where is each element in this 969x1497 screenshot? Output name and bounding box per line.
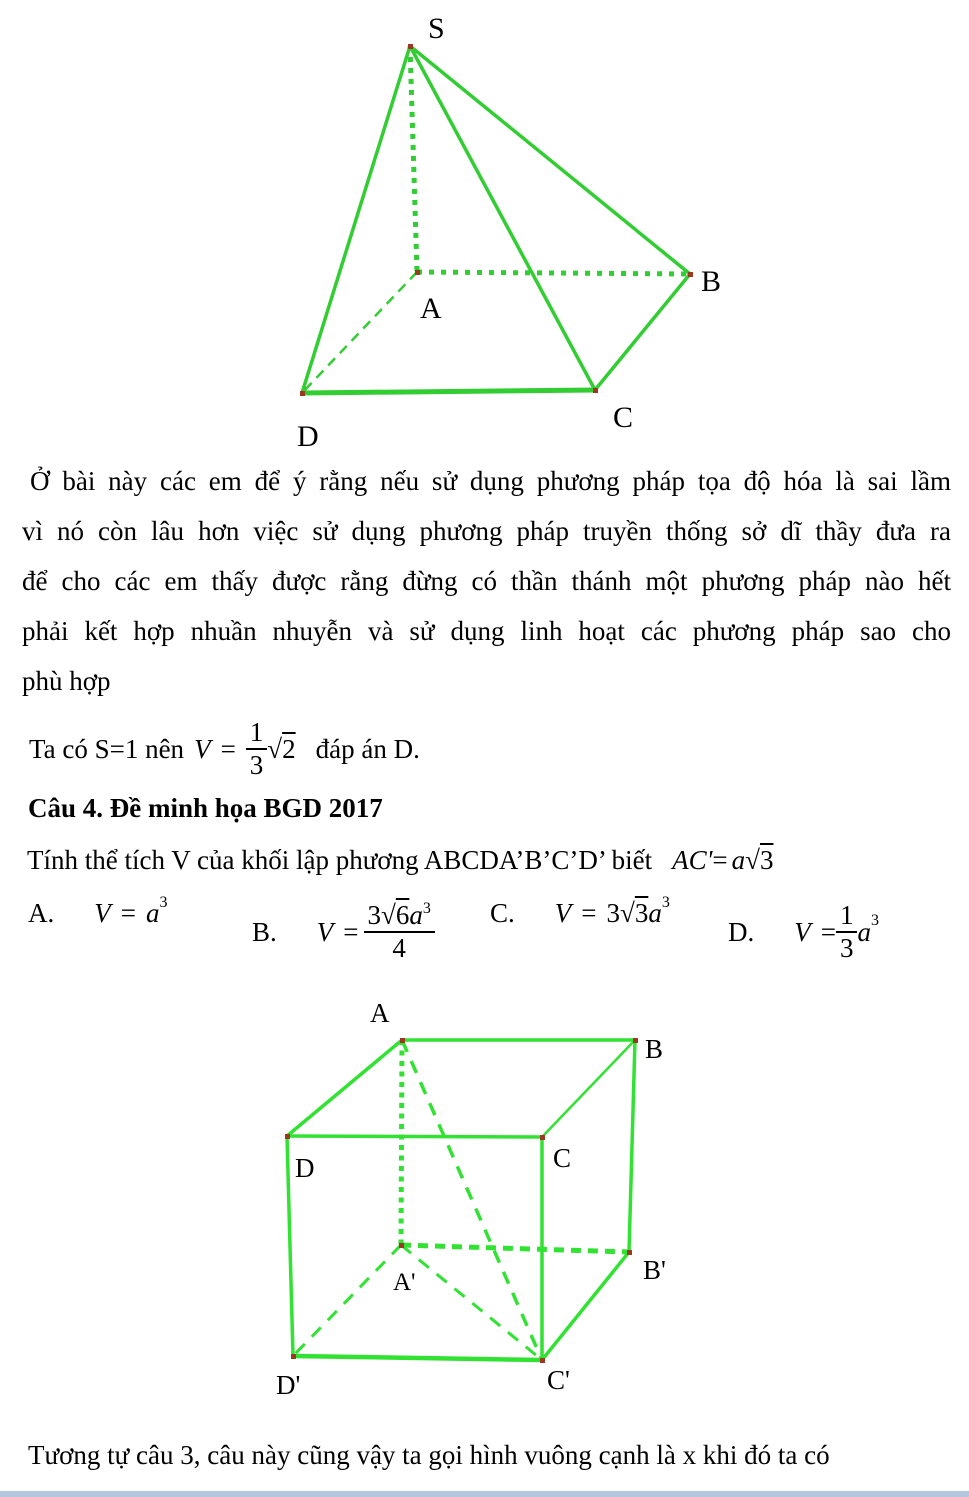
radicand: 3 [759, 845, 774, 875]
option-d [728, 901, 879, 963]
option-b-label: B. [252, 916, 277, 947]
option-a-equals: = [120, 898, 136, 928]
option-b-numerator [364, 901, 435, 933]
vertex-dot-d [285, 1134, 290, 1139]
option-a-label: A. [28, 898, 55, 928]
question-text [27, 845, 773, 876]
cube-edge-a2d2-dashed [293, 1245, 401, 1356]
commentary-paragraph [22, 456, 951, 706]
fraction-one-third [246, 718, 268, 780]
pyramid-edge-cb [595, 274, 690, 390]
cube-label-a2: A' [393, 1269, 416, 1296]
option-a-base: a [145, 898, 160, 928]
option-a-exponent: 3 [159, 893, 168, 911]
pyramid-edge-dc [302, 390, 595, 393]
math-equals: = [220, 733, 236, 764]
option-d-denominator: 3 [839, 933, 854, 964]
cube-label-c2: C' [547, 1365, 570, 1395]
result-line [29, 710, 420, 788]
vertex-dot-b2 [627, 1250, 632, 1255]
cube-label-d2: D' [276, 1370, 301, 1400]
cube-diagonal-a2c2-dashed [401, 1245, 542, 1360]
pyramid-label-c: C [613, 401, 634, 434]
root-sign: √ [745, 845, 760, 875]
option-d-var: V [794, 916, 811, 947]
vertex-dot-s [408, 44, 413, 49]
pyramid-label-d: D [297, 420, 319, 452]
paragraph-line: vì nó còn lâu hơn việc sử dụng phương pháp truyền thống sở dĩ thầy đưa ra [22, 516, 951, 546]
vertex-dot-a [415, 270, 420, 275]
root-sign: √ [620, 898, 635, 928]
footer-text: Tương tự câu 3, câu này cũng vậy ta gọi hình vuông cạnh là x khi đó ta có [28, 1440, 830, 1470]
cube-edge-cb [542, 1040, 635, 1137]
option-b-equals: = [343, 916, 359, 947]
cube-label-b2: B' [643, 1255, 666, 1285]
math-equals: = [712, 845, 728, 875]
option-d-fraction [836, 901, 858, 963]
option-c-coef: 3 [606, 898, 620, 928]
radicand: 2 [282, 733, 296, 764]
option-c-base: a [648, 898, 662, 928]
cube-edge-dc [287, 1136, 542, 1137]
option-b-fraction [364, 901, 435, 963]
vertex-dot-c [593, 388, 598, 393]
cube-edge-c2b2 [542, 1252, 629, 1360]
cube-label-d: D [295, 1153, 315, 1183]
question-body: Tính thể tích V của khối lập phương ABCDA’B’C’D’ biết [27, 845, 653, 875]
paragraph-line: phải kết hợp nhuần nhuyễn và sử dụng linh hoạt các phương pháp sao cho [22, 616, 951, 646]
radical-sqrt3 [745, 845, 773, 876]
numerator-base: a [409, 900, 423, 930]
bottom-partial-strip [0, 1491, 969, 1497]
result-prefix: Ta có S=1 nên [29, 733, 185, 764]
numerator-coef: 3 [367, 900, 381, 930]
option-c-exponent: 3 [661, 893, 670, 911]
option-c-label: C. [490, 898, 515, 928]
cube-edge-a2b2-dashed [401, 1245, 629, 1252]
pyramid-edge-ab-dotted [417, 272, 690, 274]
cube-edge-aa2-dotted [401, 1040, 402, 1245]
vertex-dot-a [400, 1038, 405, 1043]
option-c-equals: = [581, 898, 597, 928]
option-b-var: V [316, 916, 334, 947]
pyramid-edge-sa-dotted [410, 46, 417, 272]
paragraph-line: để cho các em thấy được rằng đừng có thần thánh một phương pháp nào hết [22, 566, 951, 596]
cube-edge-d2c2 [293, 1356, 542, 1360]
pyramid-edge-sc [410, 46, 595, 390]
vertex-dot-c [540, 1135, 545, 1140]
pyramid-figure [0, 0, 969, 452]
option-a [28, 893, 168, 929]
pyramid-edge-sb [410, 46, 690, 274]
option-a-var: V [94, 898, 111, 928]
vertex-dot-d [300, 391, 305, 396]
cube-edge-bb2 [629, 1040, 635, 1252]
radicand: 6 [395, 900, 410, 930]
option-b [252, 901, 435, 963]
radical-sqrt2 [267, 734, 295, 765]
root-sign: √ [381, 900, 396, 930]
cube-diagonal-ac2-dashed [402, 1040, 542, 1360]
paragraph-line: Ở bài này các em để ý rằng nếu sử dụng phương pháp tọa độ hóa là sai lầm [30, 466, 951, 496]
option-c-var: V [554, 898, 572, 928]
cube-label-a: A [370, 998, 390, 1028]
vertex-dot-b [633, 1038, 638, 1043]
option-d-label: D. [728, 916, 755, 947]
math-ac-prime: AC' [672, 845, 713, 875]
pyramid-edge-sd [302, 46, 410, 393]
math-coef-a: a [731, 845, 746, 875]
fraction-numerator: 1 [246, 718, 268, 750]
pyramid-label-a: A [420, 292, 442, 325]
cube-label-c: C [553, 1143, 572, 1173]
cube-figure [0, 995, 969, 1420]
vertex-dot-d2 [291, 1354, 296, 1359]
pyramid-label-b: B [701, 265, 722, 298]
vertex-dot-b [688, 272, 693, 277]
vertex-dot-c2 [540, 1358, 545, 1363]
cube-label-b: B [645, 1034, 664, 1064]
math-var-v: V [194, 733, 211, 764]
radical-sqrt3 [620, 898, 648, 929]
vertex-dot-a2 [399, 1243, 404, 1248]
root-sign: √ [267, 733, 283, 764]
option-b-denominator: 4 [392, 933, 406, 964]
option-d-numerator: 1 [836, 901, 858, 933]
option-d-exponent: 3 [870, 912, 879, 930]
radical-sqrt6 [381, 900, 409, 930]
option-d-equals: = [820, 916, 836, 947]
fraction-denominator: 3 [249, 750, 264, 780]
option-d-base: a [857, 916, 871, 947]
option-c [490, 893, 670, 929]
pyramid-label-s: S [428, 12, 445, 45]
radicand: 3 [634, 898, 649, 928]
cube-edge-dd2 [287, 1136, 293, 1356]
section-heading: Câu 4. Đề minh họa BGD 2017 [28, 793, 383, 823]
numerator-exponent: 3 [422, 900, 431, 917]
result-suffix: đáp án D. [315, 733, 420, 764]
paragraph-line: phù hợp [22, 666, 111, 696]
cube-edge-ad [287, 1040, 402, 1136]
